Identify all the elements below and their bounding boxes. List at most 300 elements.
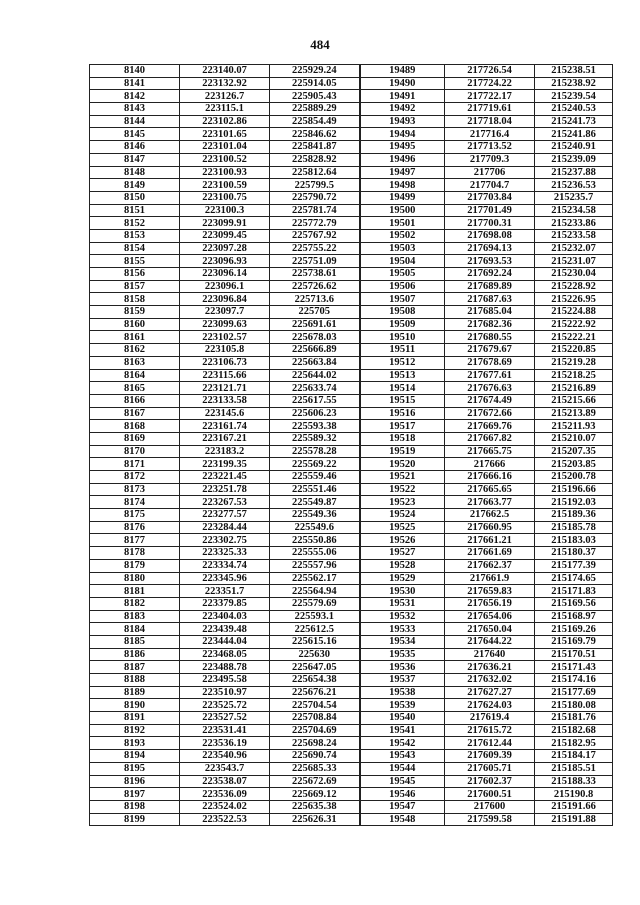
x-coordinate-left-cell: 223097.7 [180,306,270,319]
point-number-left-cell: 8151 [90,204,180,217]
y-coordinate-right-cell: 215180.08 [535,699,613,712]
table-row [90,750,613,763]
x-coordinate-left-cell: 223099.63 [180,318,270,331]
x-coordinate-right-cell: 217627.27 [445,686,535,699]
point-number-right-cell: 19500 [360,204,445,217]
x-coordinate-right-cell: 217724.22 [445,77,535,90]
y-coordinate-left-cell: 225705 [270,306,360,319]
point-number-left-cell: 8167 [90,407,180,420]
x-coordinate-right-cell: 217726.54 [445,65,535,78]
point-number-right-cell: 19511 [360,344,445,357]
x-coordinate-right-cell: 217701.49 [445,204,535,217]
table-row [90,534,613,547]
point-number-right-cell: 19493 [360,115,445,128]
point-number-right-cell: 19506 [360,280,445,293]
point-number-right-cell: 19508 [360,306,445,319]
x-coordinate-right-cell: 217700.31 [445,217,535,230]
y-coordinate-right-cell: 215213.89 [535,407,613,420]
y-coordinate-right-cell: 215183.03 [535,534,613,547]
point-number-right-cell: 19512 [360,356,445,369]
point-number-right-cell: 19502 [360,229,445,242]
point-number-left-cell: 8148 [90,166,180,179]
point-number-right-cell: 19507 [360,293,445,306]
coordinates-table [89,64,613,826]
x-coordinate-right-cell: 217632.02 [445,674,535,687]
y-coordinate-right-cell: 215174.16 [535,674,613,687]
x-coordinate-left-cell: 223115.66 [180,369,270,382]
point-number-left-cell: 8180 [90,572,180,585]
x-coordinate-right-cell: 217661.9 [445,572,535,585]
x-coordinate-right-cell: 217704.7 [445,179,535,192]
point-number-left-cell: 8198 [90,800,180,813]
y-coordinate-left-cell: 225755.22 [270,242,360,255]
y-coordinate-right-cell: 215234.58 [535,204,613,217]
point-number-left-cell: 8163 [90,356,180,369]
point-number-left-cell: 8182 [90,597,180,610]
point-number-left-cell: 8147 [90,153,180,166]
y-coordinate-left-cell: 225606.23 [270,407,360,420]
x-coordinate-right-cell: 217719.61 [445,103,535,116]
table-row [90,153,613,166]
x-coordinate-left-cell: 223115.1 [180,103,270,116]
point-number-right-cell: 19548 [360,813,445,826]
point-number-left-cell: 8195 [90,762,180,775]
x-coordinate-left-cell: 223510.97 [180,686,270,699]
x-coordinate-left-cell: 223334.74 [180,559,270,572]
table-row [90,115,613,128]
y-coordinate-left-cell: 225678.03 [270,331,360,344]
point-number-right-cell: 19519 [360,445,445,458]
x-coordinate-left-cell: 223404.03 [180,610,270,623]
x-coordinate-left-cell: 223444.04 [180,635,270,648]
y-coordinate-right-cell: 215232.07 [535,242,613,255]
y-coordinate-right-cell: 215241.86 [535,128,613,141]
y-coordinate-left-cell: 225767.92 [270,229,360,242]
y-coordinate-left-cell: 225626.31 [270,813,360,826]
table-row [90,737,613,750]
x-coordinate-left-cell: 223100.3 [180,204,270,217]
point-number-left-cell: 8181 [90,585,180,598]
table-row [90,191,613,204]
y-coordinate-right-cell: 215182.95 [535,737,613,750]
point-number-left-cell: 8185 [90,635,180,648]
y-coordinate-right-cell: 215241.73 [535,115,613,128]
point-number-left-cell: 8193 [90,737,180,750]
point-number-right-cell: 19530 [360,585,445,598]
x-coordinate-left-cell: 223221.45 [180,471,270,484]
x-coordinate-left-cell: 223379.85 [180,597,270,610]
point-number-left-cell: 8196 [90,775,180,788]
y-coordinate-right-cell: 215238.92 [535,77,613,90]
x-coordinate-right-cell: 217654.06 [445,610,535,623]
point-number-left-cell: 8183 [90,610,180,623]
point-number-right-cell: 19541 [360,724,445,737]
y-coordinate-right-cell: 215211.93 [535,420,613,433]
y-coordinate-right-cell: 215216.89 [535,382,613,395]
point-number-right-cell: 19520 [360,458,445,471]
point-number-right-cell: 19516 [360,407,445,420]
x-coordinate-right-cell: 217676.63 [445,382,535,395]
y-coordinate-left-cell: 225698.24 [270,737,360,750]
table-row [90,788,613,801]
point-number-left-cell: 8150 [90,191,180,204]
x-coordinate-right-cell: 217694.13 [445,242,535,255]
table-row [90,204,613,217]
table-row [90,445,613,458]
x-coordinate-right-cell: 217602.37 [445,775,535,788]
y-coordinate-right-cell: 215189.36 [535,509,613,522]
x-coordinate-right-cell: 217678.69 [445,356,535,369]
x-coordinate-right-cell: 217677.61 [445,369,535,382]
table-row [90,141,613,154]
x-coordinate-left-cell: 223536.19 [180,737,270,750]
x-coordinate-left-cell: 223101.04 [180,141,270,154]
y-coordinate-left-cell: 225905.43 [270,90,360,103]
x-coordinate-right-cell: 217666.16 [445,471,535,484]
point-number-left-cell: 8160 [90,318,180,331]
y-coordinate-left-cell: 225562.17 [270,572,360,585]
point-number-right-cell: 19494 [360,128,445,141]
x-coordinate-right-cell: 217656.19 [445,597,535,610]
table-row [90,712,613,725]
table-row [90,293,613,306]
point-number-left-cell: 8143 [90,103,180,116]
y-coordinate-left-cell: 225799.5 [270,179,360,192]
y-coordinate-right-cell: 215169.26 [535,623,613,636]
point-number-left-cell: 8144 [90,115,180,128]
x-coordinate-right-cell: 217682.36 [445,318,535,331]
x-coordinate-right-cell: 217619.4 [445,712,535,725]
x-coordinate-left-cell: 223096.1 [180,280,270,293]
x-coordinate-right-cell: 217706 [445,166,535,179]
x-coordinate-left-cell: 223133.58 [180,394,270,407]
y-coordinate-right-cell: 215184.17 [535,750,613,763]
table-row [90,306,613,319]
point-number-left-cell: 8164 [90,369,180,382]
point-number-right-cell: 19538 [360,686,445,699]
point-number-right-cell: 19514 [360,382,445,395]
y-coordinate-right-cell: 215174.65 [535,572,613,585]
point-number-left-cell: 8153 [90,229,180,242]
table-row [90,458,613,471]
point-number-right-cell: 19545 [360,775,445,788]
point-number-right-cell: 19515 [360,394,445,407]
table-row [90,724,613,737]
y-coordinate-right-cell: 215177.69 [535,686,613,699]
y-coordinate-left-cell: 225691.61 [270,318,360,331]
x-coordinate-right-cell: 217600.51 [445,788,535,801]
point-number-left-cell: 8187 [90,661,180,674]
x-coordinate-right-cell: 217660.95 [445,521,535,534]
point-number-left-cell: 8140 [90,65,180,78]
point-number-left-cell: 8162 [90,344,180,357]
x-coordinate-left-cell: 223345.96 [180,572,270,585]
y-coordinate-left-cell: 225654.38 [270,674,360,687]
y-coordinate-left-cell: 225550.86 [270,534,360,547]
table-row [90,65,613,78]
x-coordinate-left-cell: 223351.7 [180,585,270,598]
point-number-right-cell: 19489 [360,65,445,78]
table-row [90,597,613,610]
y-coordinate-right-cell: 215233.58 [535,229,613,242]
point-number-left-cell: 8157 [90,280,180,293]
y-coordinate-left-cell: 225578.28 [270,445,360,458]
point-number-left-cell: 8156 [90,268,180,281]
y-coordinate-right-cell: 215185.51 [535,762,613,775]
point-number-right-cell: 19497 [360,166,445,179]
x-coordinate-right-cell: 217636.21 [445,661,535,674]
point-number-right-cell: 19499 [360,191,445,204]
point-number-left-cell: 8155 [90,255,180,268]
table-row [90,775,613,788]
table-row [90,635,613,648]
point-number-left-cell: 8168 [90,420,180,433]
y-coordinate-left-cell: 225569.22 [270,458,360,471]
x-coordinate-right-cell: 217680.55 [445,331,535,344]
table-row [90,242,613,255]
x-coordinate-right-cell: 217624.03 [445,699,535,712]
x-coordinate-left-cell: 223100.59 [180,179,270,192]
y-coordinate-left-cell: 225593.1 [270,610,360,623]
x-coordinate-right-cell: 217716.4 [445,128,535,141]
y-coordinate-left-cell: 225549.87 [270,496,360,509]
point-number-right-cell: 19534 [360,635,445,648]
y-coordinate-left-cell: 225612.5 [270,623,360,636]
point-number-left-cell: 8159 [90,306,180,319]
x-coordinate-left-cell: 223167.21 [180,432,270,445]
table-row [90,509,613,522]
x-coordinate-right-cell: 217669.76 [445,420,535,433]
table-row [90,623,613,636]
point-number-right-cell: 19501 [360,217,445,230]
table-row [90,407,613,420]
table-row [90,344,613,357]
y-coordinate-right-cell: 215224.88 [535,306,613,319]
y-coordinate-left-cell: 225726.62 [270,280,360,293]
table-row [90,356,613,369]
point-number-right-cell: 19490 [360,77,445,90]
point-number-right-cell: 19524 [360,509,445,522]
y-coordinate-right-cell: 215191.66 [535,800,613,813]
point-number-right-cell: 19547 [360,800,445,813]
y-coordinate-right-cell: 215210.07 [535,432,613,445]
y-coordinate-left-cell: 225633.74 [270,382,360,395]
table-row [90,394,613,407]
x-coordinate-right-cell: 217661.21 [445,534,535,547]
y-coordinate-right-cell: 215170.51 [535,648,613,661]
y-coordinate-right-cell: 215236.53 [535,179,613,192]
y-coordinate-left-cell: 225751.09 [270,255,360,268]
y-coordinate-right-cell: 215235.7 [535,191,613,204]
y-coordinate-right-cell: 215226.95 [535,293,613,306]
y-coordinate-right-cell: 215238.51 [535,65,613,78]
y-coordinate-left-cell: 225854.49 [270,115,360,128]
y-coordinate-right-cell: 215207.35 [535,445,613,458]
x-coordinate-left-cell: 223105.8 [180,344,270,357]
y-coordinate-left-cell: 225669.12 [270,788,360,801]
point-number-right-cell: 19536 [360,661,445,674]
table-row [90,661,613,674]
y-coordinate-left-cell: 225914.05 [270,77,360,90]
y-coordinate-left-cell: 225929.24 [270,65,360,78]
point-number-left-cell: 8146 [90,141,180,154]
table-row [90,179,613,192]
point-number-left-cell: 8197 [90,788,180,801]
x-coordinate-left-cell: 223439.48 [180,623,270,636]
table-row [90,166,613,179]
point-number-right-cell: 19496 [360,153,445,166]
x-coordinate-left-cell: 223543.7 [180,762,270,775]
x-coordinate-right-cell: 217689.89 [445,280,535,293]
x-coordinate-left-cell: 223302.75 [180,534,270,547]
x-coordinate-right-cell: 217687.63 [445,293,535,306]
x-coordinate-right-cell: 217692.24 [445,268,535,281]
y-coordinate-left-cell: 225593.38 [270,420,360,433]
y-coordinate-right-cell: 215188.33 [535,775,613,788]
point-number-left-cell: 8170 [90,445,180,458]
x-coordinate-left-cell: 223099.91 [180,217,270,230]
x-coordinate-left-cell: 223132.92 [180,77,270,90]
x-coordinate-left-cell: 223540.96 [180,750,270,763]
y-coordinate-left-cell: 225812.64 [270,166,360,179]
x-coordinate-left-cell: 223140.07 [180,65,270,78]
x-coordinate-left-cell: 223096.84 [180,293,270,306]
x-coordinate-right-cell: 217665.75 [445,445,535,458]
y-coordinate-right-cell: 215233.86 [535,217,613,230]
x-coordinate-right-cell: 217662.5 [445,509,535,522]
x-coordinate-right-cell: 217612.44 [445,737,535,750]
table-row [90,762,613,775]
x-coordinate-left-cell: 223277.57 [180,509,270,522]
y-coordinate-left-cell: 225889.29 [270,103,360,116]
point-number-right-cell: 19544 [360,762,445,775]
x-coordinate-right-cell: 217609.39 [445,750,535,763]
y-coordinate-right-cell: 215177.39 [535,559,613,572]
table-row [90,699,613,712]
y-coordinate-right-cell: 215220.85 [535,344,613,357]
point-number-left-cell: 8172 [90,471,180,484]
y-coordinate-left-cell: 225704.69 [270,724,360,737]
y-coordinate-right-cell: 215185.78 [535,521,613,534]
point-number-right-cell: 19505 [360,268,445,281]
y-coordinate-left-cell: 225828.92 [270,153,360,166]
y-coordinate-right-cell: 215231.07 [535,255,613,268]
point-number-right-cell: 19504 [360,255,445,268]
page-number: 484 [310,37,330,52]
y-coordinate-left-cell: 225615.16 [270,635,360,648]
point-number-right-cell: 19526 [360,534,445,547]
point-number-left-cell: 8149 [90,179,180,192]
table-row [90,521,613,534]
table-row [90,331,613,344]
table-row [90,686,613,699]
x-coordinate-left-cell: 223097.28 [180,242,270,255]
x-coordinate-right-cell: 217644.22 [445,635,535,648]
point-number-left-cell: 8177 [90,534,180,547]
x-coordinate-left-cell: 223525.72 [180,699,270,712]
point-number-left-cell: 8176 [90,521,180,534]
point-number-left-cell: 8191 [90,712,180,725]
x-coordinate-right-cell: 217605.71 [445,762,535,775]
x-coordinate-left-cell: 223121.71 [180,382,270,395]
y-coordinate-left-cell: 225666.89 [270,344,360,357]
point-number-left-cell: 8192 [90,724,180,737]
point-number-right-cell: 19523 [360,496,445,509]
table-row [90,420,613,433]
y-coordinate-right-cell: 215171.83 [535,585,613,598]
point-number-right-cell: 19546 [360,788,445,801]
x-coordinate-left-cell: 223100.93 [180,166,270,179]
point-number-left-cell: 8154 [90,242,180,255]
x-coordinate-right-cell: 217666 [445,458,535,471]
x-coordinate-right-cell: 217600 [445,800,535,813]
point-number-right-cell: 19513 [360,369,445,382]
x-coordinate-right-cell: 217709.3 [445,153,535,166]
table-row [90,382,613,395]
point-number-left-cell: 8173 [90,483,180,496]
x-coordinate-right-cell: 217640 [445,648,535,661]
y-coordinate-right-cell: 215196.66 [535,483,613,496]
table-row [90,255,613,268]
table-row [90,432,613,445]
point-number-left-cell: 8169 [90,432,180,445]
x-coordinate-right-cell: 217679.67 [445,344,535,357]
point-number-right-cell: 19525 [360,521,445,534]
table-row [90,648,613,661]
point-number-right-cell: 19527 [360,547,445,560]
x-coordinate-right-cell: 217650.04 [445,623,535,636]
point-number-left-cell: 8145 [90,128,180,141]
y-coordinate-left-cell: 225676.21 [270,686,360,699]
x-coordinate-right-cell: 217685.04 [445,306,535,319]
point-number-right-cell: 19492 [360,103,445,116]
x-coordinate-right-cell: 217698.08 [445,229,535,242]
y-coordinate-left-cell: 225672.69 [270,775,360,788]
y-coordinate-left-cell: 225635.38 [270,800,360,813]
y-coordinate-right-cell: 215191.88 [535,813,613,826]
y-coordinate-right-cell: 215219.28 [535,356,613,369]
point-number-right-cell: 19531 [360,597,445,610]
point-number-right-cell: 19529 [360,572,445,585]
x-coordinate-right-cell: 217718.04 [445,115,535,128]
point-number-left-cell: 8141 [90,77,180,90]
table-row [90,128,613,141]
x-coordinate-right-cell: 217722.17 [445,90,535,103]
y-coordinate-right-cell: 215228.92 [535,280,613,293]
point-number-left-cell: 8188 [90,674,180,687]
point-number-right-cell: 19498 [360,179,445,192]
x-coordinate-left-cell: 223488.78 [180,661,270,674]
table-row [90,483,613,496]
x-coordinate-right-cell: 217661.69 [445,547,535,560]
x-coordinate-left-cell: 223102.57 [180,331,270,344]
y-coordinate-left-cell: 225790.72 [270,191,360,204]
y-coordinate-left-cell: 225617.55 [270,394,360,407]
x-coordinate-left-cell: 223251.78 [180,483,270,496]
y-coordinate-right-cell: 215240.53 [535,103,613,116]
y-coordinate-left-cell: 225846.62 [270,128,360,141]
point-number-right-cell: 19503 [360,242,445,255]
x-coordinate-left-cell: 223199.35 [180,458,270,471]
y-coordinate-left-cell: 225647.05 [270,661,360,674]
y-coordinate-left-cell: 225557.96 [270,559,360,572]
x-coordinate-left-cell: 223183.2 [180,445,270,458]
x-coordinate-left-cell: 223325.33 [180,547,270,560]
x-coordinate-right-cell: 217663.77 [445,496,535,509]
y-coordinate-left-cell: 225589.32 [270,432,360,445]
point-number-right-cell: 19532 [360,610,445,623]
table-row [90,585,613,598]
